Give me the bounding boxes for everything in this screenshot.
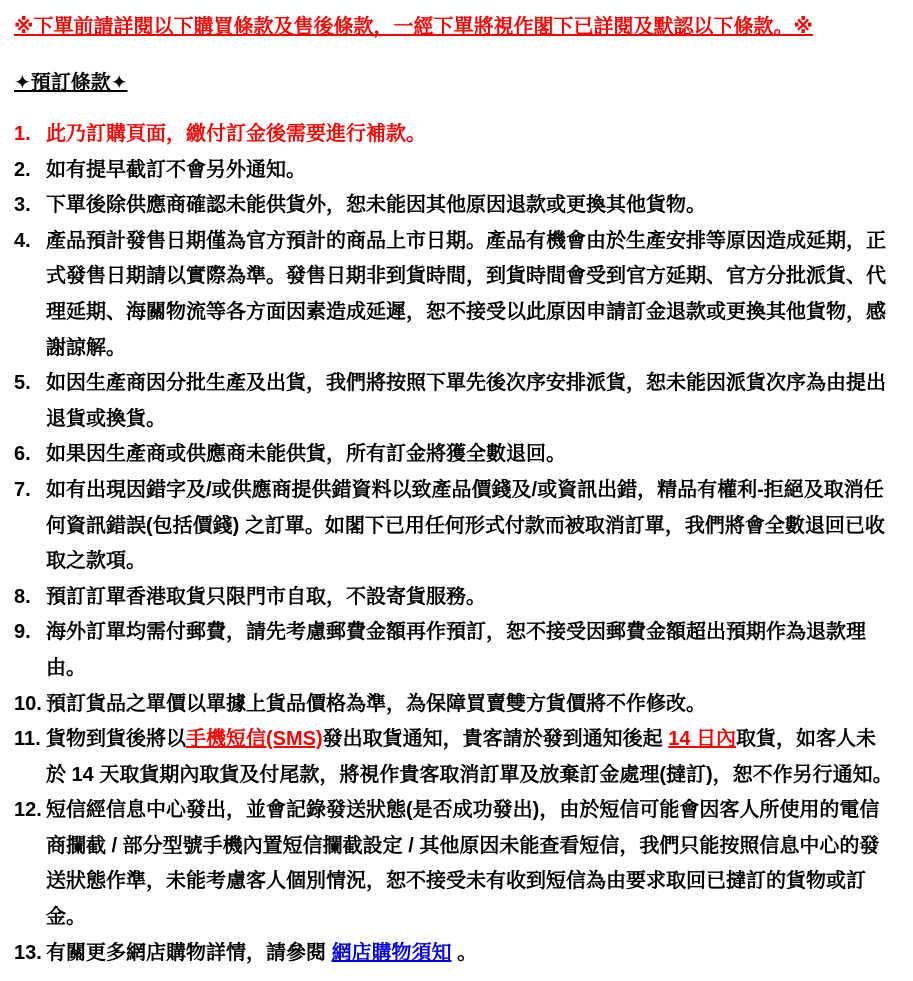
term-item-text	[46, 153, 895, 189]
term-item-number: 5.	[14, 372, 31, 395]
text-segment: 如果因生產商或供應商未能供貨，所有訂金將獲全數退回。	[46, 443, 566, 466]
term-item-text	[46, 615, 895, 686]
text-segment: 貨物到貨後將以	[46, 728, 186, 751]
term-item	[14, 153, 895, 189]
text-segment: 取貨，如客人未於 14 天取貨期內取貨及付尾款，將視作貴客取消訂單及放棄訂金處理(撻訂)，恕不作另行通知。	[46, 728, 893, 786]
term-item	[14, 580, 895, 616]
red-underlined-highlight: 14 日內	[668, 728, 737, 751]
term-item	[14, 117, 895, 153]
section-title-booking-terms: ✦預訂條款✦	[14, 72, 128, 94]
text-segment: 如有出現因錯字及/或供應商提供錯資料以致產品價錢及/或資訊出錯，精品有權利-拒絕及取消任何資訊錯誤(包括價錢) 之訂單。如閣下已用任何形式付款而被取消訂單，我們將會全數退回已收取之款項。	[46, 478, 885, 573]
term-item-number: 8.	[14, 585, 31, 608]
term-item-number: 10.	[14, 692, 42, 715]
term-item	[14, 793, 895, 935]
term-item-text	[46, 580, 895, 616]
pre-order-warning-header: ※下單前請詳閱以下購買條款及售後條款，一經下單將視作閣下已詳閱及默認以下條款。※	[14, 16, 813, 38]
text-segment: 有關更多網店購物詳情，請參閱	[46, 941, 332, 964]
term-item	[14, 437, 895, 473]
term-item	[14, 615, 895, 686]
red-underlined-highlight: 手機短信(SMS)	[186, 728, 323, 751]
term-item-text	[46, 473, 895, 580]
term-item	[14, 722, 895, 793]
text-segment: 短信經信息中心發出，並會記錄發送狀態(是否成功發出)，由於短信可能會因客人所使用的電信商攔截 / 部分型號手機內置短信攔截設定 / 其他原因未能查看短信，我們只能按照信息中心的發送狀態作準，未能考慮客人個別情況，恕不接受未有收到短信為由要求取回已撻訂的貨物或訂金。	[46, 799, 880, 929]
term-item-text	[46, 687, 895, 723]
text-segment: 預訂貨品之單價以單據上貨品價格為準，為保障買賣雙方貨價將不作修改。	[46, 692, 706, 715]
term-item-text	[46, 188, 895, 224]
term-item-number: 13.	[14, 941, 42, 964]
term-item	[14, 188, 895, 224]
red-highlighted-text: 此乃訂購頁面，繳付訂金後需要進行補款。	[46, 123, 426, 145]
term-item-number: 11.	[14, 728, 41, 751]
term-item-text	[46, 224, 895, 366]
term-item	[14, 936, 895, 972]
term-item-number: 12.	[14, 799, 42, 822]
term-item-number: 6.	[14, 443, 31, 466]
term-item-text	[46, 793, 895, 935]
text-segment: 如有提早截訂不會另外通知。	[46, 158, 306, 181]
term-item-number: 3.	[14, 194, 31, 217]
text-segment: 產品預計發售日期僅為官方預計的商品上市日期。產品有機會由於生產安排等原因造成延期，正式發售日期請以實際為準。發售日期非到貨時間，到貨時間會受到官方延期、官方分批派貨、代理延期、海關物流等各方面因素造成延遲，恕不接受以此原因申請訂金退款或更換其他貨物，感謝諒解。	[46, 229, 886, 359]
term-item	[14, 366, 895, 437]
term-item-number: 2.	[14, 158, 31, 181]
term-item	[14, 224, 895, 366]
text-segment: 發出取貨通知，貴客請於發到通知後起	[322, 728, 669, 751]
term-item-text	[46, 936, 895, 972]
term-item-number: 9.	[14, 621, 31, 644]
term-item-number: 4.	[14, 229, 31, 252]
term-item	[14, 687, 895, 723]
terms-list	[14, 117, 895, 971]
text-segment: 海外訂單均需付郵費，請先考慮郵費金額再作預訂，恕不接受因郵費金額超出預期作為退款理由。	[46, 621, 866, 679]
term-item-number: 1.	[14, 123, 31, 145]
term-item-text	[46, 117, 895, 153]
text-segment: 下單後除供應商確認未能供貨外，恕未能因其他原因退款或更換其他貨物。	[46, 194, 706, 217]
term-item-text	[46, 437, 895, 473]
text-segment: 如因生產商因分批生產及出貨，我們將按照下單先後次序安排派貨，恕未能因派貨次序為由提出退貨或換貨。	[46, 372, 886, 430]
text-segment: 預訂訂單香港取貨只限門市自取，不設寄貨服務。	[46, 585, 486, 608]
term-item-number: 7.	[14, 478, 31, 501]
term-item-text	[46, 366, 895, 437]
term-item-text	[46, 722, 895, 793]
text-segment: 。	[451, 941, 478, 964]
term-item	[14, 473, 895, 580]
shop-guide-link[interactable]: 網店購物須知	[331, 941, 452, 964]
